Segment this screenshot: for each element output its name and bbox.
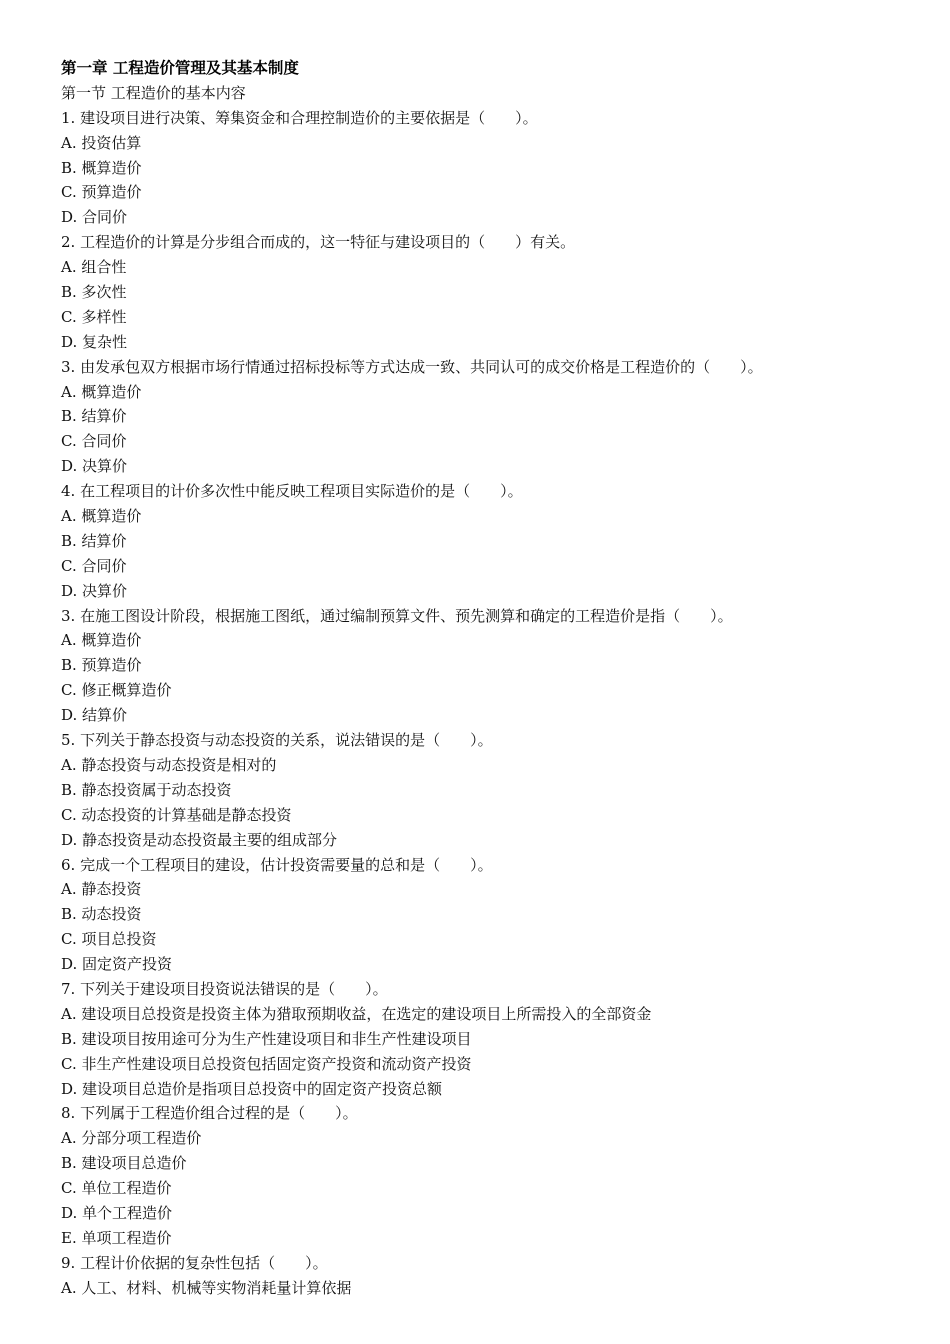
answer-option: B. 概算造价 [61,158,142,177]
answer-option: B. 建设项目按用途可分为生产性建设项目和非生产性建设项目 [61,1029,472,1048]
answer-option: A. 概算造价 [61,507,142,526]
answer-option: A. 投资估算 [61,133,142,152]
answer-option: A. 静态投资与动态投资是相对的 [61,755,277,774]
answer-option: B. 静态投资属于动态投资 [61,780,232,799]
answer-option: C. 动态投资的计算基础是静态投资 [61,805,292,824]
answer-option: A. 分部分项工程造价 [61,1129,202,1148]
answer-option: D. 结算价 [61,706,128,725]
answer-option: D. 固定资产投资 [61,955,173,974]
answer-option: C. 多样性 [61,307,127,326]
answer-option: A. 人工、材料、机械等实物消耗量计算依据 [61,1278,352,1297]
question-text: 3. 由发承包双方根据市场行情通过招标投标等方式达成一致、共同认可的成交价格是工程造价的（ ）。 [61,357,763,376]
answer-option: D. 决算价 [61,457,128,476]
answer-option: E. 单项工程造价 [61,1228,172,1247]
question-text: 1. 建设项目进行决策、筹集资金和合理控制造价的主要依据是（ ）。 [61,108,538,127]
answer-option: A. 组合性 [61,258,127,277]
answer-option: B. 结算价 [61,407,127,426]
answer-option: C. 项目总投资 [61,930,157,949]
question-text: 6. 完成一个工程项目的建设，估计投资需要量的总和是（ ）。 [61,855,493,874]
answer-option: C. 非生产性建设项目总投资包括固定资产投资和流动资产投资 [61,1054,472,1073]
document-body [61,81,921,1301]
question-text: 2. 工程造价的计算是分步组合而成的，这一特征与建设项目的（ ）有关。 [61,233,576,252]
answer-option: D. 合同价 [61,208,128,227]
chapter-title: 第一章 工程造价管理及其基本制度 [61,59,299,77]
answer-option: B. 建设项目总造价 [61,1154,187,1173]
question-text: 5. 下列关于静态投资与动态投资的关系，说法错误的是（ ）。 [61,731,493,750]
answer-option: D. 静态投资是动态投资最主要的组成部分 [61,830,338,849]
section-title: 第一节 工程造价的基本内容 [61,83,246,102]
question-text: 8. 下列属于工程造价组合过程的是（ ）。 [61,1104,358,1123]
answer-option: C. 预算造价 [61,183,142,202]
question-text: 7. 下列关于建设项目投资说法错误的是（ ）。 [61,979,388,998]
answer-option: A. 建设项目总投资是投资主体为猎取预期收益，在选定的建设项目上所需投入的全部资金 [61,1004,652,1023]
answer-option: A. 静态投资 [61,880,142,899]
question-text: 3. 在施工图设计阶段，根据施工图纸，通过编制预算文件、预先测算和确定的工程造价是指（ ）。 [61,606,733,625]
answer-option: D. 复杂性 [61,332,128,351]
answer-option: C. 修正概算造价 [61,681,172,700]
answer-option: B. 动态投资 [61,905,142,924]
document-page [61,56,921,1301]
answer-option: B. 预算造价 [61,656,142,675]
answer-option: D. 单个工程造价 [61,1203,173,1222]
answer-option: B. 结算价 [61,531,127,550]
answer-option: D. 决算价 [61,581,128,600]
answer-option: C. 合同价 [61,432,127,451]
question-text: 9. 工程计价依据的复杂性包括（ ）。 [61,1253,328,1272]
question-text: 4. 在工程项目的计价多次性中能反映工程项目实际造价的是（ ）。 [61,482,523,501]
answer-option: C. 单位工程造价 [61,1179,172,1198]
answer-option: B. 多次性 [61,283,127,302]
answer-option: C. 合同价 [61,556,127,575]
answer-option: A. 概算造价 [61,382,142,401]
answer-option: D. 建设项目总造价是指项目总投资中的固定资产投资总额 [61,1079,443,1098]
answer-option: A. 概算造价 [61,631,142,650]
